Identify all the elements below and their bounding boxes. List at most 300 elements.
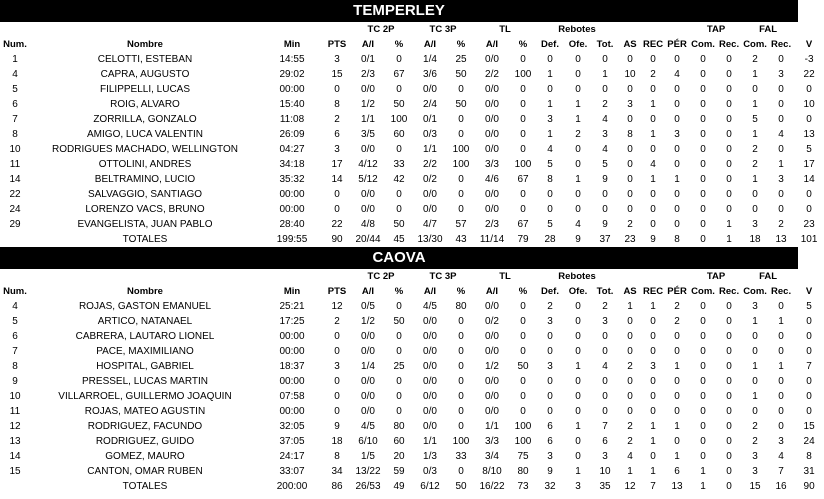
stat-cell: 1 [547,99,553,110]
stat-cell: 0 [674,406,680,417]
player-row [0,157,824,172]
stats-table [0,269,824,494]
column-header: REC [643,286,664,297]
player-row [0,187,824,202]
stat-cell: 5 [806,144,812,155]
player-name: ROJAS, GASTON EMANUEL [78,301,212,312]
stat-cell: 0 [674,376,680,387]
stat-cell: 0 [575,54,581,65]
stat-cell: 0/0 [485,331,499,342]
stat-cell: 0 [547,346,553,357]
stat-cell: 0 [575,84,581,95]
stat-cell: 0/1 [423,114,437,125]
stat-cell: 4 [650,159,656,170]
stat-cell: 0 [700,376,706,387]
stat-cell: 100 [514,421,532,432]
stat-cell: 3 [547,114,553,125]
stat-cell: 4/12 [358,159,378,170]
stat-cell: 3 [778,69,784,80]
stat-cell: 0 [458,114,464,125]
stat-cell: 0 [520,376,526,387]
stat-cell: 0/3 [423,466,437,477]
stat-cell: 0/2 [485,316,499,327]
player-row [0,299,824,314]
stat-cell: 33:07 [279,466,305,477]
stat-cell: 0 [547,376,553,387]
stat-cell: 3 [547,361,553,372]
player-number: 15 [9,466,21,477]
column-header: % [456,39,466,50]
totals-cell: 90 [331,234,343,245]
group-header-fal: FAL [759,24,778,35]
stat-cell: 10 [624,69,636,80]
stat-cell: 0 [334,391,340,402]
stat-cell: 0 [575,159,581,170]
totals-cell: 13 [671,481,683,492]
totals-cell: 35 [599,481,611,492]
stat-cell: 0 [650,219,656,230]
stat-cell: 100 [390,114,408,125]
totals-cell: 12 [624,481,636,492]
stat-cell: 17 [803,159,815,170]
stat-cell: 0 [458,129,464,140]
stat-cell: 0 [458,391,464,402]
stat-cell: 25 [393,361,405,372]
column-header: % [456,286,466,297]
stat-cell: 0/0 [361,406,375,417]
stat-cell: 26:09 [279,129,305,140]
column-header: Com. [691,286,715,297]
stat-cell: 0 [700,84,706,95]
stat-cell: 10 [599,466,611,477]
stat-cell: 0 [752,84,758,95]
stat-cell: 0 [778,144,784,155]
stat-cell: 0 [334,406,340,417]
column-header: A/I [485,286,499,297]
stat-cell: 0 [806,316,812,327]
stat-cell: 0 [700,361,706,372]
stat-cell: 0 [334,204,340,215]
stat-cell: 4 [575,219,581,230]
column-header: Tot. [596,39,614,50]
stat-cell: 0 [700,54,706,65]
stat-cell: 0 [334,189,340,200]
stat-cell: 0 [602,189,608,200]
stat-cell: 0 [650,451,656,462]
totals-cell: 1 [726,234,732,245]
stat-cell: 1 [752,99,758,110]
stat-cell: 3 [334,144,340,155]
stat-cell: 0 [547,189,553,200]
stats-table [0,22,824,247]
stat-cell: 0 [726,99,732,110]
stat-cell: 0 [778,189,784,200]
stat-cell: 100 [514,436,532,447]
totals-cell: 16 [775,481,787,492]
stat-cell: 0/0 [485,114,499,125]
stat-cell: 0 [726,301,732,312]
stat-cell: 0 [627,114,633,125]
stat-cell: 0 [700,346,706,357]
totals-cell: 200:00 [276,481,308,492]
stat-cell: 0 [700,204,706,215]
stat-cell: 4 [547,144,553,155]
stat-cell: 2/2 [423,159,437,170]
stat-cell: 67 [393,69,405,80]
stat-cell: 1 [650,436,656,447]
stat-cell: 0 [650,84,656,95]
stat-cell: 0/0 [485,84,499,95]
stat-cell: 0 [700,421,706,432]
stat-cell: 0 [700,99,706,110]
stat-cell: 0 [602,54,608,65]
stat-cell: 6 [602,436,608,447]
stat-cell: 1 [650,99,656,110]
totals-cell: 37 [599,234,611,245]
stat-cell: 0 [520,144,526,155]
player-name: ROJAS, MATEO AGUSTIN [84,406,206,417]
stat-cell: 0/0 [485,406,499,417]
stat-cell: 0 [520,99,526,110]
stat-cell: 7 [778,466,784,477]
stat-cell: 24 [803,436,815,447]
stat-cell: 3 [752,219,758,230]
totals-cell: 32 [544,481,556,492]
stat-cell: 3 [602,129,608,140]
stat-cell: 0 [674,54,680,65]
stat-cell: 4/7 [423,219,437,230]
player-row [0,329,824,344]
stat-cell: 0 [752,189,758,200]
stat-cell: 13 [803,129,815,140]
stat-cell: 0 [396,406,402,417]
totals-cell: 6/12 [420,481,440,492]
stat-cell: 100 [514,159,532,170]
stat-cell: 0 [726,129,732,140]
stat-cell: 0 [726,316,732,327]
stat-cell: 0 [726,361,732,372]
player-name: BELTRAMINO, LUCIO [94,174,196,185]
stat-cell: 0 [726,114,732,125]
stat-cell: 0 [458,466,464,477]
stat-cell: 8 [334,451,340,462]
player-row [0,404,824,419]
stat-cell: 1 [575,174,581,185]
column-header: % [518,286,528,297]
stat-cell: 0 [520,84,526,95]
stat-cell: 0 [575,204,581,215]
stat-cell: 0 [396,301,402,312]
player-name: GOMEZ, MAURO [105,451,185,462]
stat-cell: 0 [806,406,812,417]
column-header: Com. [743,286,767,297]
stat-cell: 2 [752,144,758,155]
stat-cell: 0 [520,331,526,342]
stat-cell: 0/0 [485,129,499,140]
column-header: Com. [691,39,715,50]
group-header-empty [794,269,824,284]
player-row [0,202,824,217]
stat-cell: 0/0 [361,346,375,357]
stat-cell: 0 [674,436,680,447]
stat-cell: 0 [700,316,706,327]
stat-cell: 15 [331,69,343,80]
stat-cell: 0 [575,301,581,312]
stat-cell: 0 [700,436,706,447]
stat-cell: 0 [806,114,812,125]
stat-cell: 0/0 [485,99,499,110]
stat-cell: 0 [674,114,680,125]
stat-cell: 0 [547,391,553,402]
stat-cell: 0 [627,316,633,327]
stat-cell: 2 [650,69,656,80]
stat-cell: 1/1 [485,421,499,432]
stat-cell: 0 [547,204,553,215]
stat-cell: 1 [752,361,758,372]
stat-cell: 60 [393,129,405,140]
stat-cell: 0 [700,174,706,185]
player-number: 8 [12,129,18,140]
column-header: PTS [327,286,347,297]
stat-cell: 0 [602,84,608,95]
stat-cell: 0/0 [423,331,437,342]
stat-cell: 14 [331,174,343,185]
stat-cell: 1 [674,361,680,372]
stat-cell: 0 [806,346,812,357]
stat-cell: 100 [452,159,470,170]
stat-cell: 0 [458,421,464,432]
totals-label: TOTALES [122,481,168,492]
stat-cell: 0 [726,406,732,417]
stat-cell: 0 [700,301,706,312]
player-name: CELOTTI, ESTEBAN [97,54,193,65]
group-header-tl: TL [499,271,511,282]
stat-cell: 07:58 [279,391,305,402]
stat-cell: 29:02 [279,69,305,80]
stat-cell: 17:25 [279,316,305,327]
stat-cell: 4 [602,144,608,155]
stat-cell: 0/0 [423,346,437,357]
stat-cell: 3 [674,129,680,140]
player-name: EVANGELISTA, JUAN PABLO [77,219,213,230]
stat-cell: 59 [393,466,405,477]
player-number: 4 [12,301,18,312]
totals-cell: 20/44 [355,234,381,245]
column-header: % [394,39,404,50]
player-row [0,449,824,464]
stat-cell: 2 [778,219,784,230]
stat-cell: 0 [547,331,553,342]
stat-cell: 1 [752,129,758,140]
player-row [0,389,824,404]
stat-cell: 5 [602,159,608,170]
totals-cell: 90 [803,481,815,492]
column-header: A/I [423,39,437,50]
stat-cell: 1/2 [485,361,499,372]
stat-cell: 9 [602,174,608,185]
player-number: 29 [9,219,21,230]
player-row [0,97,824,112]
stat-cell: 2/2 [485,69,499,80]
stat-cell: 11:08 [279,114,305,125]
stat-cell: 7 [602,421,608,432]
player-name: ROIG, ALVARO [110,99,180,110]
stat-cell: 0 [700,391,706,402]
stat-cell: 0 [778,99,784,110]
stat-cell: 2 [752,421,758,432]
stat-cell: 0 [752,204,758,215]
totals-cell: 79 [517,234,529,245]
stat-cell: 3 [627,99,633,110]
stat-cell: 0 [752,331,758,342]
totals-cell: 50 [455,481,467,492]
stat-cell: 1 [547,69,553,80]
stat-cell: 22 [331,219,343,230]
stat-cell: 0 [396,331,402,342]
totals-cell: 8 [674,234,680,245]
stat-cell: 80 [393,421,405,432]
stat-cell: 0 [778,406,784,417]
stat-cell: 1 [752,391,758,402]
stat-cell: 23 [803,219,815,230]
column-header-row [0,284,824,299]
stat-cell: 37:05 [279,436,305,447]
stat-cell: 75 [517,451,529,462]
stat-cell: 2 [752,159,758,170]
column-header: Ofe. [568,39,588,50]
stat-cell: 00:00 [279,189,305,200]
stat-cell: 0 [806,376,812,387]
stat-cell: 1/3 [423,451,437,462]
stat-cell: 0/2 [423,174,437,185]
stat-cell: 0 [806,331,812,342]
column-header: PTS [327,39,347,50]
stat-cell: 0 [627,391,633,402]
player-row [0,374,824,389]
totals-cell: 23 [624,234,636,245]
stat-cell: 0/0 [361,331,375,342]
column-header: Tot. [596,286,614,297]
player-name: PRESSEL, LUCAS MARTIN [82,376,208,387]
stat-cell: 4 [674,69,680,80]
stat-cell: 4 [778,129,784,140]
stat-cell: 28:40 [279,219,305,230]
stat-cell: 0 [520,189,526,200]
stat-cell: 1 [752,174,758,185]
stat-cell: 4 [602,361,608,372]
totals-cell: 16/22 [479,481,505,492]
stat-cell: 0 [627,406,633,417]
stat-cell: 0 [602,331,608,342]
stat-cell: 1 [752,316,758,327]
stat-cell: 3/3 [485,436,499,447]
stat-cell: 1 [627,466,633,477]
stat-cell: 0 [396,189,402,200]
stat-cell: 0/0 [423,361,437,372]
stat-cell: 50 [393,99,405,110]
stat-cell: 9 [547,466,553,477]
stat-cell: 0/0 [485,346,499,357]
stat-cell: 1 [650,174,656,185]
stat-cell: 3/6 [423,69,437,80]
stat-cell: 0 [674,346,680,357]
stat-cell: 1/1 [361,114,375,125]
stat-cell: 5 [547,219,553,230]
stat-cell: 25:21 [279,301,305,312]
stat-cell: 15:40 [279,99,305,110]
stat-cell: 0 [700,406,706,417]
totals-cell: 28 [544,234,556,245]
stat-cell: 42 [393,174,405,185]
group-header-fal: FAL [759,271,778,282]
stat-cell: 1 [700,466,706,477]
stat-cell: 0 [778,421,784,432]
stat-cell: 34:18 [279,159,305,170]
stat-cell: 0 [726,189,732,200]
stat-cell: 0 [458,174,464,185]
stat-cell: 3/4 [485,451,499,462]
totals-cell [0,479,30,494]
player-number: 14 [9,174,21,185]
totals-cell: 199:55 [276,234,308,245]
totals-cell: 101 [800,234,818,245]
stat-cell: 9 [334,421,340,432]
totals-cell: 18 [749,234,761,245]
stat-cell: 0 [700,114,706,125]
stat-cell: 3 [547,451,553,462]
column-header: A/I [361,286,375,297]
column-header: Min [283,286,301,297]
stat-cell: 0 [627,331,633,342]
stat-cell: 31 [803,466,815,477]
stat-cell: 8 [334,99,340,110]
player-row [0,419,824,434]
stat-cell: 0 [806,84,812,95]
stat-cell: 13/22 [355,466,381,477]
totals-cell: 73 [517,481,529,492]
player-name: VILLARROEL, GUILLERMO JOAQUIN [58,391,232,402]
stat-cell: 0 [627,346,633,357]
stat-cell: 0 [778,391,784,402]
stat-cell: 18 [331,436,343,447]
stat-cell: 0 [752,346,758,357]
stat-cell: 15 [803,421,815,432]
stat-cell: 9 [602,219,608,230]
player-row [0,314,824,329]
stat-cell: 0/0 [423,421,437,432]
team-name-banner: CAOVA [0,247,798,269]
stat-cell: 0 [674,219,680,230]
stat-cell: 0/1 [361,54,375,65]
stat-cell: 100 [452,144,470,155]
stat-cell: 57 [455,219,467,230]
stat-cell: 0 [334,84,340,95]
stat-cell: 0 [547,84,553,95]
stat-cell: 0 [396,376,402,387]
stat-cell: 5/12 [358,174,378,185]
stat-cell: 1 [778,159,784,170]
stat-cell: 0 [726,144,732,155]
stat-cell: 0 [726,54,732,65]
stat-cell: 0/3 [423,129,437,140]
stat-cell: 3 [547,316,553,327]
stat-cell: 0 [674,391,680,402]
stat-cell: 2 [752,54,758,65]
stat-cell: 22 [803,69,815,80]
stat-cell: 0 [396,391,402,402]
stat-cell: 1 [575,99,581,110]
stat-cell: 0/0 [361,376,375,387]
